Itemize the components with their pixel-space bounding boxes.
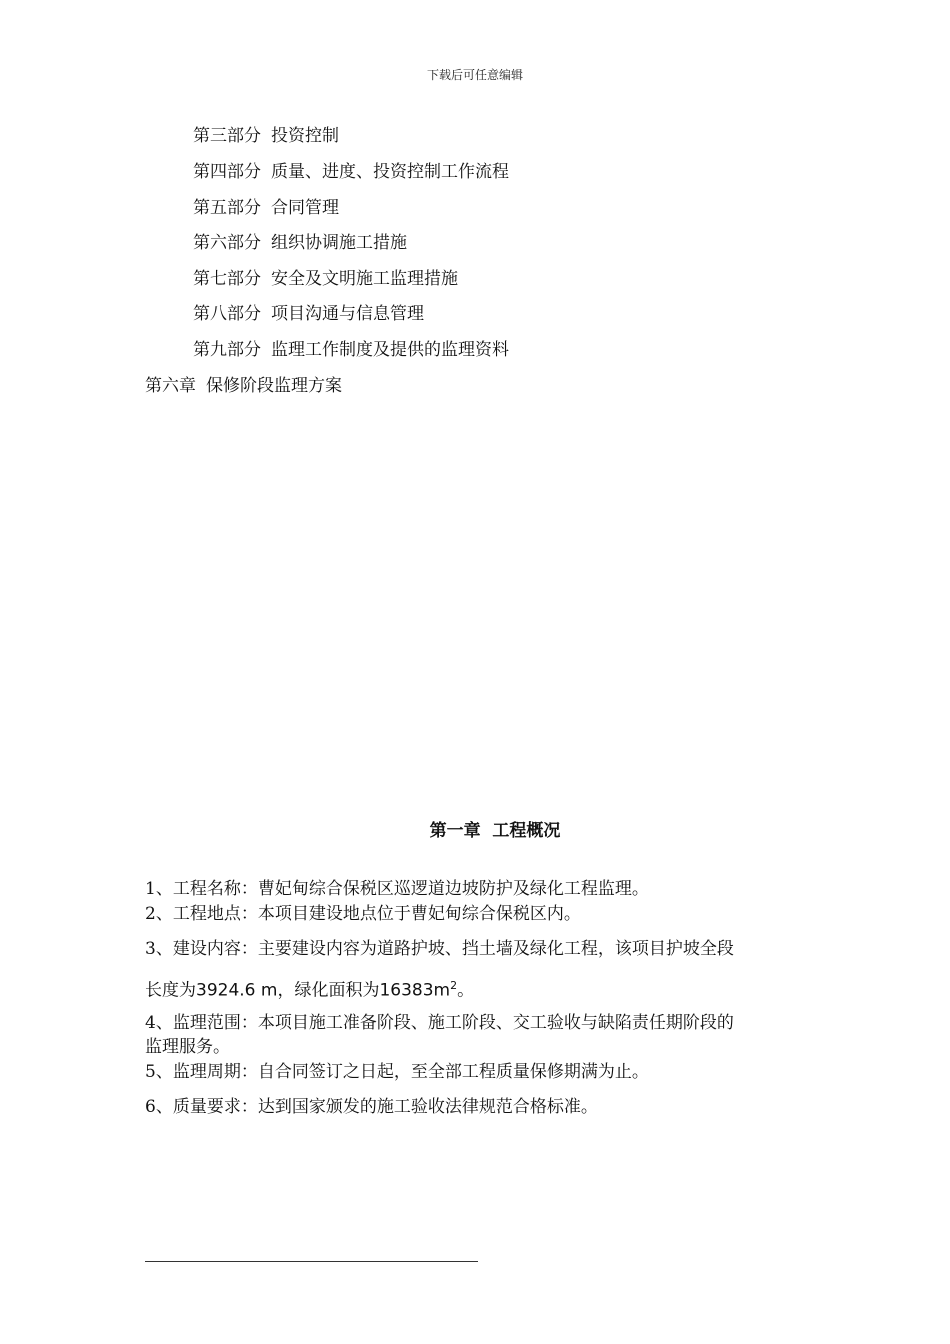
- toc-item-number: 第四部分: [193, 162, 261, 182]
- toc-item-number: 第六部分: [193, 233, 261, 253]
- paragraph-quality-requirement: 6、质量要求：达到国家颁发的施工验收法律规范合格标准。: [145, 1097, 598, 1117]
- toc-item-title: 投资控制: [271, 126, 339, 146]
- paragraph-construction-content-line1: 3、建设内容：主要建设内容为道路护坡、挡土墙及绿化工程，该项目护坡全段: [145, 939, 734, 959]
- toc-item: [193, 267, 458, 291]
- toc-item-number: 第八部分: [193, 304, 261, 324]
- toc-item-number: 第三部分: [193, 126, 261, 146]
- toc-item: [193, 196, 339, 220]
- toc-item-title: 质量、进度、投资控制工作流程: [271, 162, 509, 182]
- paragraph-project-location: 2、工程地点：本项目建设地点位于曹妃甸综合保税区内。: [145, 904, 581, 924]
- superscript: 2: [450, 979, 458, 992]
- text: ，绿化面积为: [277, 980, 380, 1001]
- toc-item-title: 保修阶段监理方案: [206, 376, 342, 396]
- footnote-divider: [145, 1261, 478, 1262]
- paragraph-supervision-scope-line2: 监理服务。: [145, 1037, 230, 1057]
- toc-item-title: 组织协调施工措施: [271, 233, 407, 253]
- paragraph-supervision-scope-line1: 4、监理范围：本项目施工准备阶段、施工阶段、交工验收与缺陷责任期阶段的: [145, 1013, 734, 1033]
- toc-item: [193, 302, 424, 326]
- text: 。: [457, 980, 475, 1001]
- toc-item: [145, 374, 342, 398]
- toc-item-title: 监理工作制度及提供的监理资料: [271, 340, 509, 360]
- toc-item-number: 第六章: [145, 376, 196, 396]
- toc-item: [193, 338, 509, 362]
- toc-item-number: 第五部分: [193, 198, 261, 218]
- toc-item-number: 第九部分: [193, 340, 261, 360]
- text: 长度为: [145, 980, 196, 1001]
- green-area-value: 16383m: [379, 980, 451, 1001]
- slope-length-value: 3924.6 m: [196, 980, 278, 1001]
- paragraph-project-name: 1、工程名称：曹妃甸综合保税区巡逻道边坡防护及绿化工程监理。: [145, 879, 649, 899]
- page-header: 下载后可任意编辑: [426, 68, 523, 82]
- toc-item-title: 合同管理: [271, 198, 339, 218]
- toc-item-number: 第七部分: [193, 269, 261, 289]
- paragraph-supervision-period: 5、监理周期：自合同签订之日起，至全部工程质量保修期满为止。: [145, 1062, 649, 1082]
- paragraph-construction-content-line2: [145, 974, 815, 1003]
- toc-item-title: 安全及文明施工监理措施: [271, 269, 458, 289]
- toc-item: [193, 231, 407, 255]
- toc-item: [193, 160, 509, 184]
- chapter-title: 第一章 工程概况: [429, 821, 561, 841]
- toc-item: [193, 124, 339, 148]
- toc-item-title: 项目沟通与信息管理: [271, 304, 424, 324]
